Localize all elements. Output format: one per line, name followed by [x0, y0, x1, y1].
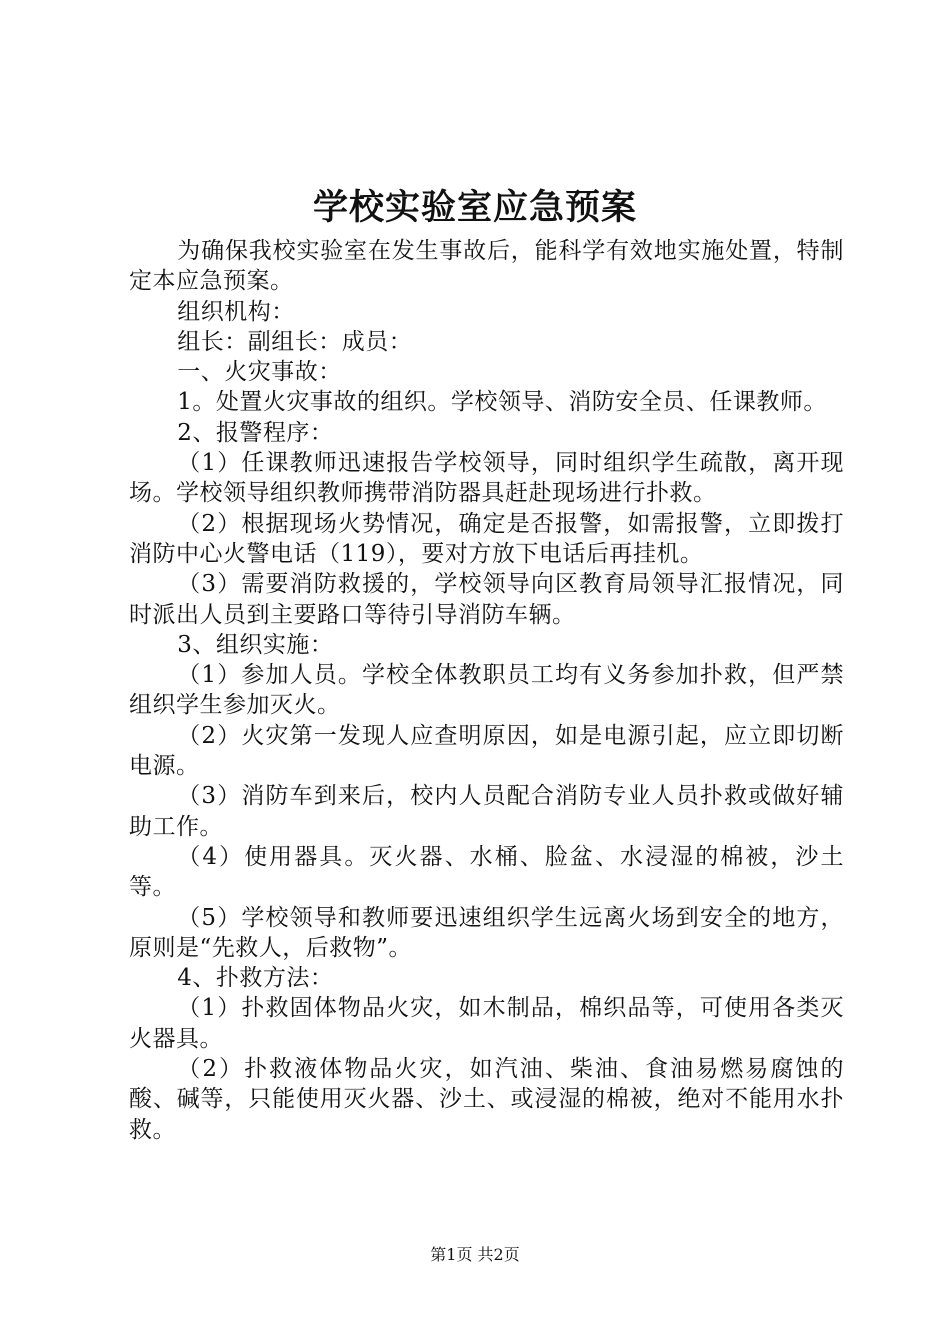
- subsection-heading: 4、扑救方法：: [177, 965, 334, 992]
- paragraph: （5）学校领导和教师要迅速组织学生远离火场到安全的地方，原则是“先救人，后救物”。: [129, 904, 844, 961]
- paragraph: 1。处置火灾事故的组织。学校领导、消防安全员、任课教师。: [177, 389, 827, 416]
- subsection-heading: 2、报警程序：: [177, 419, 334, 446]
- paragraph: （1）任课教师迅速报告学校领导，同时组织学生疏散，离开现场。学校领导组织教师携带消防器具赶赴现场进行扑救。: [129, 450, 844, 507]
- paragraph: 组织机构：: [177, 298, 295, 325]
- paragraph: （2）扑救液体物品火灾，如汽油、柴油、食油易燃易腐蚀的酸、碱等，只能使用灭火器、沙土、或浸湿的棉被，绝对不能用水扑救。: [129, 1056, 844, 1143]
- paragraph: （4）使用器具。灭火器、水桶、脸盆、水浸湿的棉被，沙土等。: [129, 843, 844, 901]
- paragraph: （2）火灾第一发现人应查明原因，如是电源引起，应立即切断电源。: [129, 722, 844, 780]
- document-title: 学校实验室应急预案: [312, 187, 637, 228]
- paragraph: 为确保我校实验室在发生事故后，能科学有效地实施处置，特制定本应急预案。: [129, 238, 844, 295]
- paragraph: （1）参加人员。学校全体教职员工均有义务参加扑救，但严禁组织学生参加灭火。: [129, 662, 844, 719]
- document-body: [129, 236, 844, 1145]
- page-footer: 第1页 共2页: [430, 1245, 520, 1264]
- section-heading: 一、火灾事故：: [177, 359, 342, 386]
- paragraph: （1）扑救固体物品火灾，如木制品，棉织品等，可使用各类灭火器具。: [129, 995, 844, 1052]
- subsection-heading: 3、组织实施：: [177, 631, 334, 658]
- paragraph: （3）需要消防救援的，学校领导向区教育局领导汇报情况，同时派出人员到主要路口等待引导消防车辆。: [129, 571, 844, 628]
- paragraph: 组长：副组长：成员：: [177, 328, 413, 355]
- paragraph: （3）消防车到来后，校内人员配合消防专业人员扑救或做好辅助工作。: [129, 783, 844, 840]
- paragraph: （2）根据现场火势情况，确定是否报警，如需报警，立即拨打消防中心火警电话（119），要对方放下电话后再挂机。: [129, 510, 844, 567]
